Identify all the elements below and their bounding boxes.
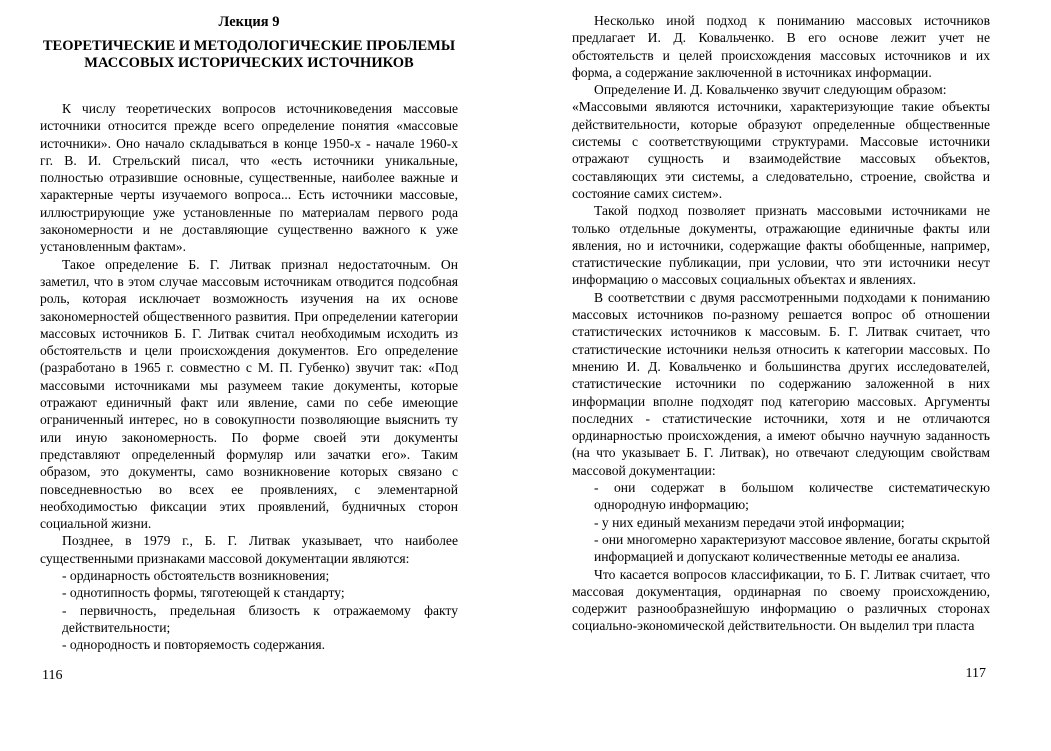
paragraph: Такое определение Б. Г. Литвак признал недостаточным. Он заметил, что в этом случае массовым источникам отводится подсобная роль, которая исключает возможность изучения на их основе закономерностей общественного развития. При определении категории массовых источников Б. Г. Литвак считал необходимым исходить из обстоятельств и цели происхождения документов. Его определение (разработано в 1965 г. совместно с М. П. Губенко) звучит так: «Под массовыми источниками мы разумеем такие документы, которые отражают единичный факт или явление, сами по себе имеющие ограниченный интерес, но в совокупности позволяющие выяснить ту или иную закономерность. По форме своей эти документы представляют определенный формуляр или зачатки его». Таким образом, это документы, само возникновение которых связано с повседневностью во всех ее проявлениях, с элементарной необходимостью фиксации этих проявлений, будничных сторон социальной жизни. [40, 256, 458, 532]
left-page [40, 0, 458, 751]
lecture-heading: Лекция 9 [218, 14, 280, 30]
list-item: - первичность, предельная близость к отражаемому факту действительности; [62, 602, 458, 635]
paragraph: В соответствии с двумя рассмотренными подходами к пониманию массовых источников по-разному решается вопрос об отношении статистических источников к массовым. Б. Г. Литвак считает, что статистические источники нельзя относить к категории массовых. По мнению И. Д. Ковальченко и большинства других исследователей, статистические источники по содержанию заложенной в них информации вполне подходят под категорию массовых. Аргументы последних - статистические источники, хотя и не отличаются ординарностью происхождения, а имеют обычно научную заданность (на что указывает Б. Г. Литвак), но отвечают следующим свойствам массовой документации: [572, 289, 990, 478]
list-item: - однотипность формы, тяготеющей к стандарту; [62, 585, 345, 601]
paragraph: Позднее, в 1979 г., Б. Г. Литвак указывает, что наиболее существенными признаками массовой документации являются: [40, 533, 458, 566]
left-text-column [40, 100, 458, 654]
page-number: 117 [965, 666, 986, 681]
quote-paragraph: «Массовыми являются источники, характеризующие такие объекты действительности, которые образуют определенные общественные системы с соответствующими структурами. Массовые источники отражают сущность и взаимодействие массовых объектов, составляющих эти системы, а следовательно, строение, свойства и состояние самих систем». [572, 99, 990, 201]
right-text-column [572, 12, 990, 635]
list-item: - они многомерно характеризуют массовое явление, богаты скрытой информацией и допускают количественные методы ее анализа. [594, 531, 990, 565]
paragraph: Что касается вопросов классификации, то Б. Г. Литвак считает, что массовая документация, ординарная по своему происхождению, содержит разнообразнейшую информацию о различных сторонах социально-экономической действительности. Он выделил три пласта [572, 566, 990, 634]
paragraph: Несколько иной подход к пониманию массовых источников предлагает И. Д. Ковальченко. В его основе лежит учет не обстоятельств и целей происхождения массовых источников и их форма, а содержание заключенной в источниках информации. [572, 13, 990, 80]
list-item: - однородность и повторяемость содержания. [62, 637, 326, 653]
list-item: - ординарность обстоятельств возникновения; [62, 568, 330, 584]
paragraph: К числу теоретических вопросов источниковедения массовые источники относится прежде всего определение понятия «массовые источники». Оно начало складываться в конце 1950-х - начале 1960-х гг. В. И. Стрельский писал, что «есть источники уникальные, полностью отразившие основные, существенные, наиболее важные и характерные черты изучаемого вопроса... Есть источники массовые, иллюстрирующие уже установленные по материалам первого рода закономерности и не доставляющие существенно важного к уже установленным фактам». [40, 101, 458, 255]
right-page [572, 0, 990, 751]
list-item: - у них единый механизм передачи этой информации; [594, 514, 905, 530]
page-number: 116 [42, 668, 63, 683]
paragraph: Определение И. Д. Ковальченко звучит следующим образом: [594, 82, 947, 98]
paragraph: Такой подход позволяет признать массовыми источниками не только отдельные документы, отражающие единичные факты или явления, но и источники, содержащие факты обобщенные, например, статистические публикации, при условии, что эти источники несут информацию о массовых социальных объектах и явлениях. [572, 203, 990, 288]
list-item: - они содержат в большом количестве систематическую однородную информацию; [594, 480, 990, 513]
chapter-title: ТЕОРЕТИЧЕСКИЕ И МЕТОДОЛОГИЧЕСКИЕ ПРОБЛЕМЫ МАССОВЫХ ИСТОРИЧЕСКИХ ИСТОЧНИКОВ [42, 38, 456, 71]
